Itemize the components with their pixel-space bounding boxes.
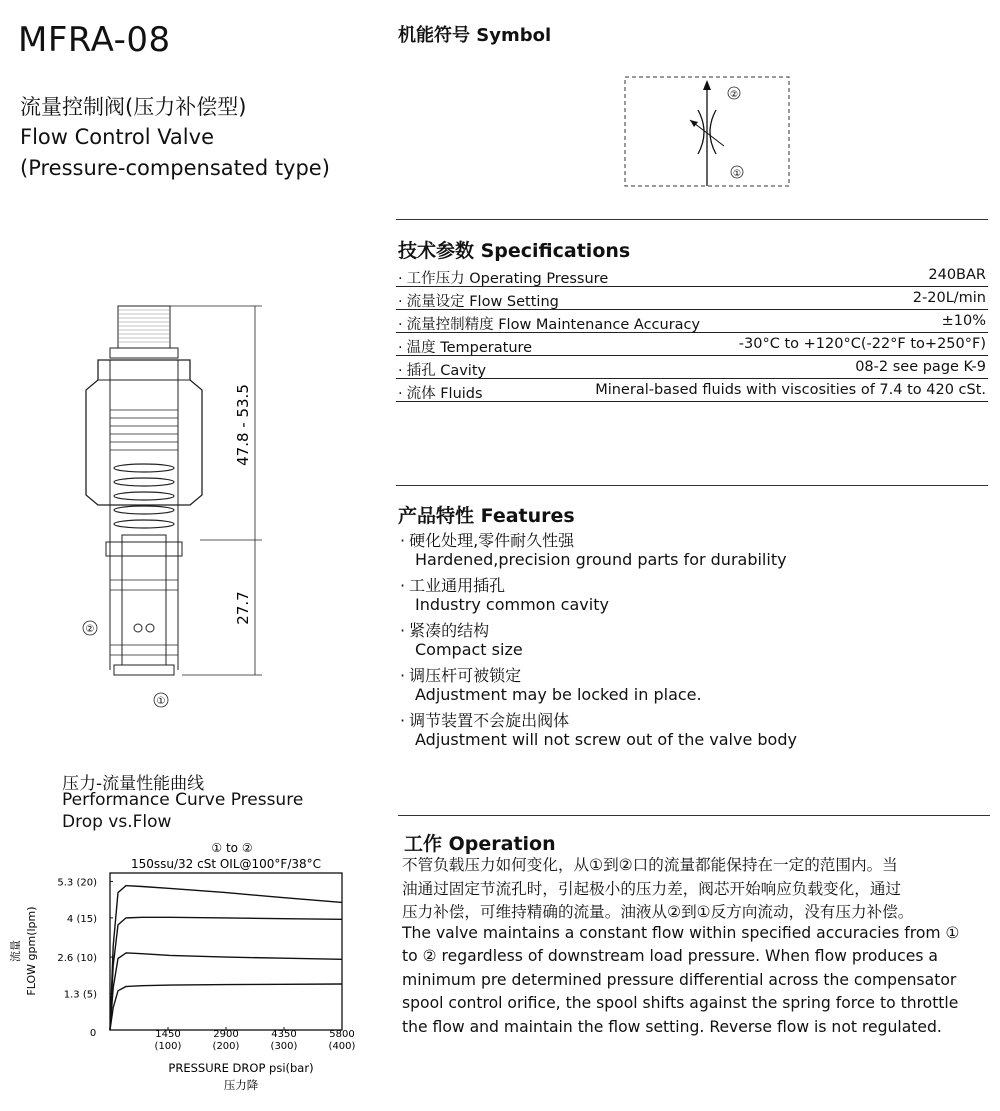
spec-label-text: 流量控制精度 Flow Maintenance Accuracy xyxy=(406,317,701,333)
performance-heading-en: Performance Curve Pressure xyxy=(62,790,304,810)
x-tick-label: 5800 xyxy=(329,1029,355,1040)
spec-label xyxy=(398,359,486,380)
spec-label xyxy=(398,336,532,357)
port-2-label: ② xyxy=(729,90,739,100)
chart-origin-label: 0 xyxy=(89,1028,97,1039)
spec-label xyxy=(398,382,483,403)
spec-label-text: 插孔 Cavity xyxy=(406,363,487,379)
feature-zh xyxy=(400,573,505,596)
feature-bullet: · xyxy=(400,576,406,595)
chart-ylabel: FLOW gpm(lpm) xyxy=(25,906,38,996)
flow-arrow-icon xyxy=(703,80,711,90)
chart-xlabel-zh: 压力降 xyxy=(223,1078,259,1092)
operation-line: 压力补偿，可维持精确的流量。油液从②到①反方向流动，没有压力补偿。 xyxy=(402,903,914,921)
model-number: MFRA-08 xyxy=(18,20,171,60)
spec-row xyxy=(396,264,988,287)
feature-en: Adjustment may be locked in place. xyxy=(415,685,702,704)
orifice-hole xyxy=(146,624,154,632)
title-en: Flow Control Valve xyxy=(20,125,214,149)
x-tick-label: 4350 xyxy=(271,1029,297,1040)
spec-value: Mineral-based fluids with viscosities of 7.4 to 420 cSt. xyxy=(595,382,986,398)
spec-value: -30°C to +120°C(-22°F to+250°F) xyxy=(738,336,986,352)
feature-zh-text: 硬化处理,零件耐久性强 xyxy=(409,531,575,550)
feature-bullet: · xyxy=(400,531,406,550)
spec-bullet: · xyxy=(398,317,403,333)
thread-hatch xyxy=(118,310,170,342)
feature-bullet: · xyxy=(400,711,406,730)
spec-bullet: · xyxy=(398,340,403,356)
jam-nut xyxy=(110,348,178,358)
feature-zh-text: 调压杆可被锁定 xyxy=(409,666,522,685)
chart-plot-area xyxy=(57,873,355,1052)
body-grooves xyxy=(110,410,178,450)
spec-label xyxy=(398,290,559,311)
valve-body-hex xyxy=(86,360,202,505)
spec-value: 240BAR xyxy=(928,267,986,283)
feature-bullet: · xyxy=(400,666,406,685)
title-zh: 流量控制阀(压力补偿型) xyxy=(20,95,247,119)
feature-zh xyxy=(400,663,521,686)
orifice-right-icon xyxy=(710,110,716,154)
spec-label xyxy=(398,267,608,288)
spec-value: 2-20L/min xyxy=(912,290,986,306)
divider xyxy=(396,219,988,220)
cartridge-drawing xyxy=(70,290,270,720)
operation-line: the flow and maintain the flow setting. Reverse flow is not regulated. xyxy=(402,1017,942,1036)
seal-ring xyxy=(106,542,182,556)
performance-heading-zh: 压力-流量性能曲线 xyxy=(62,774,205,794)
feature-en: Hardened,precision ground parts for durability xyxy=(415,550,787,569)
y-tick-label: 5.3 (20) xyxy=(57,877,97,889)
adjust-arrowhead-icon xyxy=(690,120,698,127)
feature-bullet: · xyxy=(400,621,406,640)
spec-label xyxy=(398,313,700,334)
feature-en: Industry common cavity xyxy=(415,595,609,614)
x-tick-sublabel: (300) xyxy=(270,1041,298,1052)
spec-label-text: 温度 Temperature xyxy=(406,340,533,356)
spec-label-text: 流量设定 Flow Setting xyxy=(406,294,559,310)
x-tick-sublabel: (100) xyxy=(154,1041,182,1052)
spec-bullet: · xyxy=(398,294,403,310)
feature-zh xyxy=(400,618,489,641)
performance-chart xyxy=(0,838,360,1108)
flow-curve-3 xyxy=(110,953,342,1030)
x-tick-sublabel: (200) xyxy=(212,1041,240,1052)
nose xyxy=(114,665,174,675)
spec-row xyxy=(396,333,988,356)
nose-port-label: ① xyxy=(156,696,166,707)
spec-row xyxy=(396,310,988,333)
feature-zh-text: 紧凑的结构 xyxy=(409,621,490,640)
spec-value: ±10% xyxy=(941,313,986,329)
operation-heading: 工作 Operation xyxy=(404,833,556,855)
performance-heading-en2: Drop vs.Flow xyxy=(62,812,172,832)
chart-ylabel-zh: 流量 xyxy=(9,940,22,962)
spool-lines xyxy=(110,580,178,655)
spec-row xyxy=(396,356,988,379)
specs-heading: 技术参数 Specifications xyxy=(398,240,631,262)
x-tick-label: 1450 xyxy=(155,1029,181,1040)
spec-label-text: 流体 Fluids xyxy=(406,386,483,402)
port-1-label: ① xyxy=(732,169,742,179)
spec-label-text: 工作压力 Operating Pressure xyxy=(406,271,609,287)
feature-en: Adjustment will not screw out of the valve body xyxy=(415,730,797,749)
operation-line: The valve maintains a constant flow within specified accuracies from ① xyxy=(402,923,960,942)
chart-title: ① to ② xyxy=(211,841,253,855)
operation-line: minimum pre determined pressure differential across the compensator xyxy=(402,970,957,989)
orifice-hole xyxy=(134,624,142,632)
divider xyxy=(398,815,990,816)
hydraulic-symbol xyxy=(620,74,792,190)
dimension-upper: 47.8 - 53.5 xyxy=(234,384,252,466)
operation-line: 不管负载压力如何变化，从①到②口的流量都能保持在一定的范围内。当 xyxy=(402,856,898,874)
spec-row xyxy=(396,287,988,310)
feature-zh xyxy=(400,708,569,731)
feature-zh-text: 调节装置不会旋出阀体 xyxy=(409,711,570,730)
flow-curve-2 xyxy=(110,917,342,1030)
feature-zh-text: 工业通用插孔 xyxy=(409,576,506,595)
spec-bullet: · xyxy=(398,386,403,402)
spool xyxy=(122,535,166,665)
spec-value: 08-2 see page K-9 xyxy=(855,359,986,375)
operation-line: to ② regardless of downstream load pressure. When flow produces a xyxy=(402,947,938,965)
symbol-heading: 机能符号 Symbol xyxy=(398,25,552,46)
flow-curve-4 xyxy=(110,984,342,1030)
y-tick-label: 2.6 (10) xyxy=(57,953,97,965)
features-heading: 产品特性 Features xyxy=(398,505,575,527)
side-port-label: ② xyxy=(85,624,95,635)
title-en-type: (Pressure-compensated type) xyxy=(20,156,330,180)
chart-xlabel: PRESSURE DROP psi(bar) xyxy=(168,1061,314,1075)
operation-line: 油通过固定节流孔时，引起极小的压力差，阀芯开始响应负载变化，通过 xyxy=(402,879,902,898)
spec-row xyxy=(396,379,988,402)
y-tick-label: 4 (15) xyxy=(66,913,97,925)
orifice-left-icon xyxy=(698,110,704,154)
feature-en: Compact size xyxy=(415,640,523,659)
y-tick-label: 1.3 (5) xyxy=(63,989,97,1001)
x-tick-label: 2900 xyxy=(213,1029,239,1040)
operation-line: spool control orifice, the spool shifts against the spring force to throttle xyxy=(402,994,959,1012)
chart-subtitle: 150ssu/32 cSt OIL@100°F/38°C xyxy=(130,857,322,871)
x-tick-sublabel: (400) xyxy=(328,1041,356,1052)
chart-frame xyxy=(110,873,342,1030)
feature-zh xyxy=(400,528,574,551)
spec-bullet: · xyxy=(398,363,403,379)
spring xyxy=(114,464,174,528)
spec-bullet: · xyxy=(398,271,403,287)
dimension-lower: 27.7 xyxy=(234,591,252,625)
divider xyxy=(396,485,988,486)
